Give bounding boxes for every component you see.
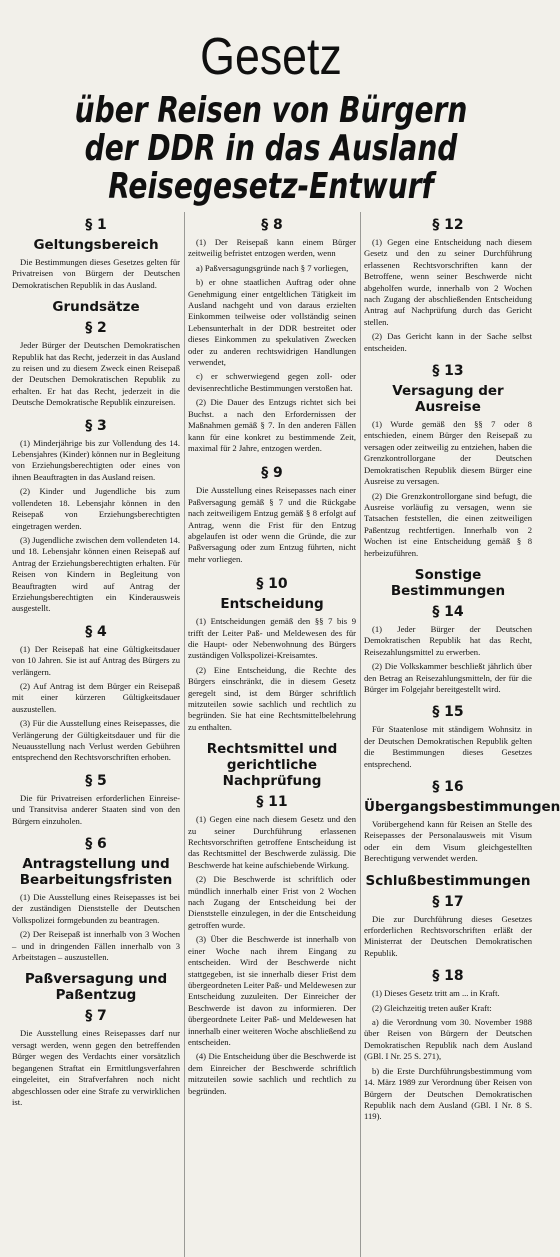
paragraph: c) er schwerwiegend gegen zoll- oder devisenrechtliche Bestimmungen verstoßen hat. xyxy=(188,371,356,393)
paragraph: (2) Die Volkskammer beschließt jährlich über den Betrag an Reisezahlungsmitteln, der für die Bürger im Folgejahr bereitgestellt wird. xyxy=(364,661,532,694)
law-title-line-3: der DDR in das Ausland xyxy=(84,128,458,169)
paragraph: (1) Wurde gemäß den §§ 7 oder 8 entschieden, einem Bürger den Reisepaß zu versagen oder zeitweilig zu entziehen, haben die Grenzkontrollorgane der Deutschen Demokratischen Republik diesem Bürger eine Ausreise zu versagen. xyxy=(364,419,532,487)
paragraph: (1) Jeder Bürger der Deutschen Demokratischen Republik hat das Recht, Reisezahlungsmittel zu erwerben. xyxy=(364,623,532,657)
law-title-gesetz: Gesetz xyxy=(200,28,342,86)
law-title-line-2: über Reisen von Bürgern xyxy=(74,90,468,131)
paragraph: (3) Über die Beschwerde ist innerhalb von einer Woche nach ihrem Eingang zu entscheiden. Wird der Beschwerde nicht stattgegeben, ist sie innerhalb dieser Frist dem übergeordneten Leiter Paß- und Meldewesen zur Entscheidung zuzuleiten. Der Einreicher der Beschwerde ist davon zu informieren. Der übergeordnete Leiter Paß- und Meldewesen hat innerhalb einer weiteren Woche abschließend zu entscheiden. xyxy=(188,934,356,1047)
section-number: § 13 xyxy=(432,363,464,380)
section-title: Sonstige Bestimmungen xyxy=(390,566,506,599)
column-2 xyxy=(188,212,356,1257)
section-number: § 4 xyxy=(85,623,107,640)
section-title: Übergangsbestimmungen xyxy=(364,799,560,815)
paragraph: (2) Auf Antrag ist dem Bürger ein Reisepaß mit einer kürzeren Gültigkeitsdauer auszustellen. xyxy=(12,680,180,714)
paragraph: b) er ohne staatlichen Auftrag oder ohne Genehmigung einer entgeltlichen Tätigkeit im Ausland nachgeht und von daraus erzielten Einkommen teilweise oder vollständig seinen Lebensunterhalt in der DDR bestreitet oder dieses Einkommen zu spekulativen Zwecken oder zu anderen rechtswidrigen Handlungen verwendet, xyxy=(188,277,356,368)
section-number: § 6 xyxy=(85,836,107,853)
section-number: § 1 xyxy=(85,217,107,233)
paragraph: Jeder Bürger der Deutschen Demokratischen Republik hat das Recht, jederzeit in das Ausland zu reisen und zu diesem Zweck einen Reisepaß der Deutschen Demokratischen Republik zu erhalten. Er hat das Recht, jederzeit in die Deutsche Demokratische Republik einzureisen. xyxy=(12,340,180,408)
paragraph: (2) Die Beschwerde ist schriftlich oder mündlich innerhalb einer Frist von 2 Wochen nach Zugang der Entscheidung bei der Dienststelle einzulegen, in der die Entscheidung getroffen wurde. xyxy=(188,874,356,930)
section-number: § 17 xyxy=(432,893,464,910)
paragraph: (2) Die Grenzkontrollorgane sind befugt, die Ausreise vorläufig zu versagen, wenn sie Tatsachen feststellen, die einen zeitweiligen Paßentzug rechtfertigen. Innerhalb von 2 Wochen ist eine Entscheidung gemäß § 8 herbeizuführen. xyxy=(364,490,532,558)
paragraph: (3) Jugendliche zwischen dem vollendeten 14. und 18. Lebensjahr können einen Reisepaß auf Antrag der Erziehungsberechtigten erhalten. Für Reisen von Kindern in Begleitung von Beauftragten wird auf Antrag der Erziehungsberechtigten ein Kinderausweis ausgestellt. xyxy=(12,534,180,614)
paragraph: a) Paßversagungsgründe nach § 7 vorliegen, xyxy=(196,262,349,273)
paragraph: Die zur Durchführung dieses Gesetzes erforderlichen Rechtsvorschriften erläßt der Ministerrat der Deutschen Demokratischen Republik. xyxy=(364,913,532,958)
section-title: Paßversagung und Paßentzug xyxy=(24,971,168,1004)
section-number: § 5 xyxy=(85,772,107,789)
paragraph: (1) Minderjährige bis zur Vollendung des 14. Lebensjahres (Kinder) können nur in Begleitung von Erziehungsberechtigten oder eines von ihnen Beauftragten in das Ausland reisen. xyxy=(12,437,180,482)
column-3 xyxy=(364,212,560,1257)
article-columns xyxy=(12,212,560,1257)
section-title: Antragstellung und Bearbeitungsfristen xyxy=(19,856,173,889)
section-title: Versagung der Ausreise xyxy=(392,383,504,416)
law-title-line-4: Reisegesetz-Entwurf xyxy=(108,166,434,207)
section-number: § 12 xyxy=(432,217,464,233)
section-number: § 3 xyxy=(85,417,107,434)
section-title: Grundsätze xyxy=(52,299,140,316)
paragraph: (4) Die Entscheidung über die Beschwerde ist dem Einreicher der Beschwerde schriftlich mitzuteilen sowie sachlich und rechtlich zu begründen. xyxy=(188,1051,356,1096)
section-title: Geltungsbereich xyxy=(33,237,159,253)
paragraph: (2) Die Dauer des Entzugs richtet sich bei Buchst. a nach den Erfordernissen der Maßnahmen gemäß § 7. In den anderen Fällen kann für eine konkret zu bestimmende Zeit, maximal für 2 Jahre, entzogen werden. xyxy=(188,397,356,453)
paragraph: Die Ausstellung eines Reisepasses nach einer Paßversagung gemäß § 7 und die Rückgabe nach zeitweiligem Entzug gemäß § 8 erfolgt auf Antrag, wenn die Frist für den Entzug abgelaufen ist oder wenn die Gründe, die zur Paßversagung oder zum Entzug führten, nicht mehr vorliegen. xyxy=(188,485,356,564)
paragraph: (2) Der Reisepaß ist innerhalb von 3 Wochen – und in dringenden Fällen innerhalb von 3 Arbeitstagen – auszustellen. xyxy=(12,929,180,963)
paragraph: (1) Der Reisepaß kann einem Bürger zeitweilig befristet entzogen werden, wenn xyxy=(188,237,356,259)
paragraph: (2) Gleichzeitig treten außer Kraft: xyxy=(372,1002,492,1013)
paragraph: (2) Das Gericht kann in der Sache selbst entscheiden. xyxy=(364,331,532,353)
paragraph: Die Ausstellung eines Reisepasses darf nur versagt werden, wenn gegen den betreffenden Bürger wegen des Verdachts einer vorsätzlich begangenen Straftat ein Ermittlungsverfahren eingeleitet, ein Strafverfahren noch nicht abgeschlossen oder eine Strafe zu verwirklichen ist. xyxy=(12,1028,180,1107)
section-number: § 10 xyxy=(256,576,288,593)
paragraph: (3) Für die Ausstellung eines Reisepasses, die Verlängerung der Gültigkeitsdauer und für die Neuausstellung nach Verlust werden Gebühren entsprechend den Rechtsvorschriften erhoben. xyxy=(12,718,180,763)
paragraph: (1) Der Reisepaß hat eine Gültigkeitsdauer von 10 Jahren. Sie ist auf Antrag des Bürgers zu verlängern. xyxy=(12,643,180,677)
section-number: § 15 xyxy=(432,704,464,721)
section-number: § 11 xyxy=(256,794,288,811)
paragraph: Die für Privatreisen erforderlichen Einreise- und Transitvisa anderer Staaten sind von den Bürgern einzuholen. xyxy=(12,792,180,826)
paragraph: (1) Dieses Gesetz tritt am ... in Kraft. xyxy=(372,988,500,999)
paragraph: Die Bestimmungen dieses Gesetzes gelten für Privatreisen von Bürgern der Deutschen Demokratischen Republik in das Ausland. xyxy=(12,257,180,290)
section-number: § 14 xyxy=(432,603,464,620)
column-divider xyxy=(360,212,361,1257)
paragraph: (1) Die Ausstellung eines Reisepasses ist bei der zuständigen Dienststelle der Deutschen Volkspolizei formgebunden zu beantragen. xyxy=(12,892,180,925)
section-title: Schlußbestimmungen xyxy=(365,872,531,889)
paragraph: (1) Gegen eine nach diesem Gesetz und den zu seiner Durchführung erlassenen Rechtsvorschriften getroffene Entscheidung ist das Rechtsmittel der Beschwerde zulässig. Die Beschwerde hat keine aufschiebende Wirkung. xyxy=(188,814,356,870)
paragraph: (1) Gegen eine Entscheidung nach diesem Gesetz und den zu seiner Durchführung erlassenen Rechtsvorschriften kann der Betroffene, wenn seiner Beschwerde nicht abgeholfen wurde, innerhalb von 2 Wochen nach Zugang der abschließenden Entscheidung Antrag auf Nachprüfung durch das Gericht stellen. xyxy=(364,237,532,327)
column-divider xyxy=(184,212,185,1257)
section-number: § 9 xyxy=(261,465,283,482)
section-title: Entscheidung xyxy=(220,596,324,613)
paragraph: a) die Verordnung vom 30. November 1988 über Reisen von Bürgern der Deutschen Demokratischen Republik nach dem Ausland (GBl. I Nr. 25 S. 271), xyxy=(364,1017,532,1062)
paragraph: (2) Kinder und Jugendliche bis zum vollendeten 18. Lebensjahr können in den Reisepaß von Erziehungsberechtigten eingetragen werden. xyxy=(12,486,180,531)
paragraph: Vorübergehend kann für Reisen an Stelle des Reisepasses der Personalausweis mit Visum oder ein dem Visum gleichgestellten Berechtigung verwendet werden. xyxy=(364,819,532,864)
paragraph: b) die Erste Durchführungsbestimmung vom 14. März 1989 zur Verordnung über Reisen von Bürgern der Deutschen Demokratischen Republik nach dem Ausland (GBl. I Nr. 8 S. 119). xyxy=(364,1065,532,1122)
paragraph: (2) Eine Entscheidung, die Rechte des Bürgers einschränkt, die in diesem Gesetz geregelt sind, ist dem Bürger schriftlich mitzuteilen sowie sachlich und rechtlich zu begründen. Sie hat eine Rechtsmittelbelehrung zu enthalten. xyxy=(188,664,356,732)
section-number: § 2 xyxy=(85,320,107,337)
section-number: § 18 xyxy=(432,968,464,985)
paragraph: Für Staatenlose mit ständigem Wohnsitz in der Deutschen Demokratischen Republik gelten die Bestimmungen dieses Gesetzes entsprechend. xyxy=(364,724,532,769)
section-number: § 16 xyxy=(432,779,464,795)
paragraph: (1) Entscheidungen gemäß den §§ 7 bis 9 trifft der Leiter Paß- und Meldewesen des für die Haupt- oder Nebenwohnung des Bürgers zuständigen Volkspolizei-Kreisamtes. xyxy=(188,616,356,661)
section-title: Rechtsmittel und gerichtliche Nachprüfung xyxy=(206,741,338,790)
column-1 xyxy=(12,212,180,1257)
section-number: § 7 xyxy=(85,1008,107,1025)
section-number: § 8 xyxy=(261,217,283,233)
